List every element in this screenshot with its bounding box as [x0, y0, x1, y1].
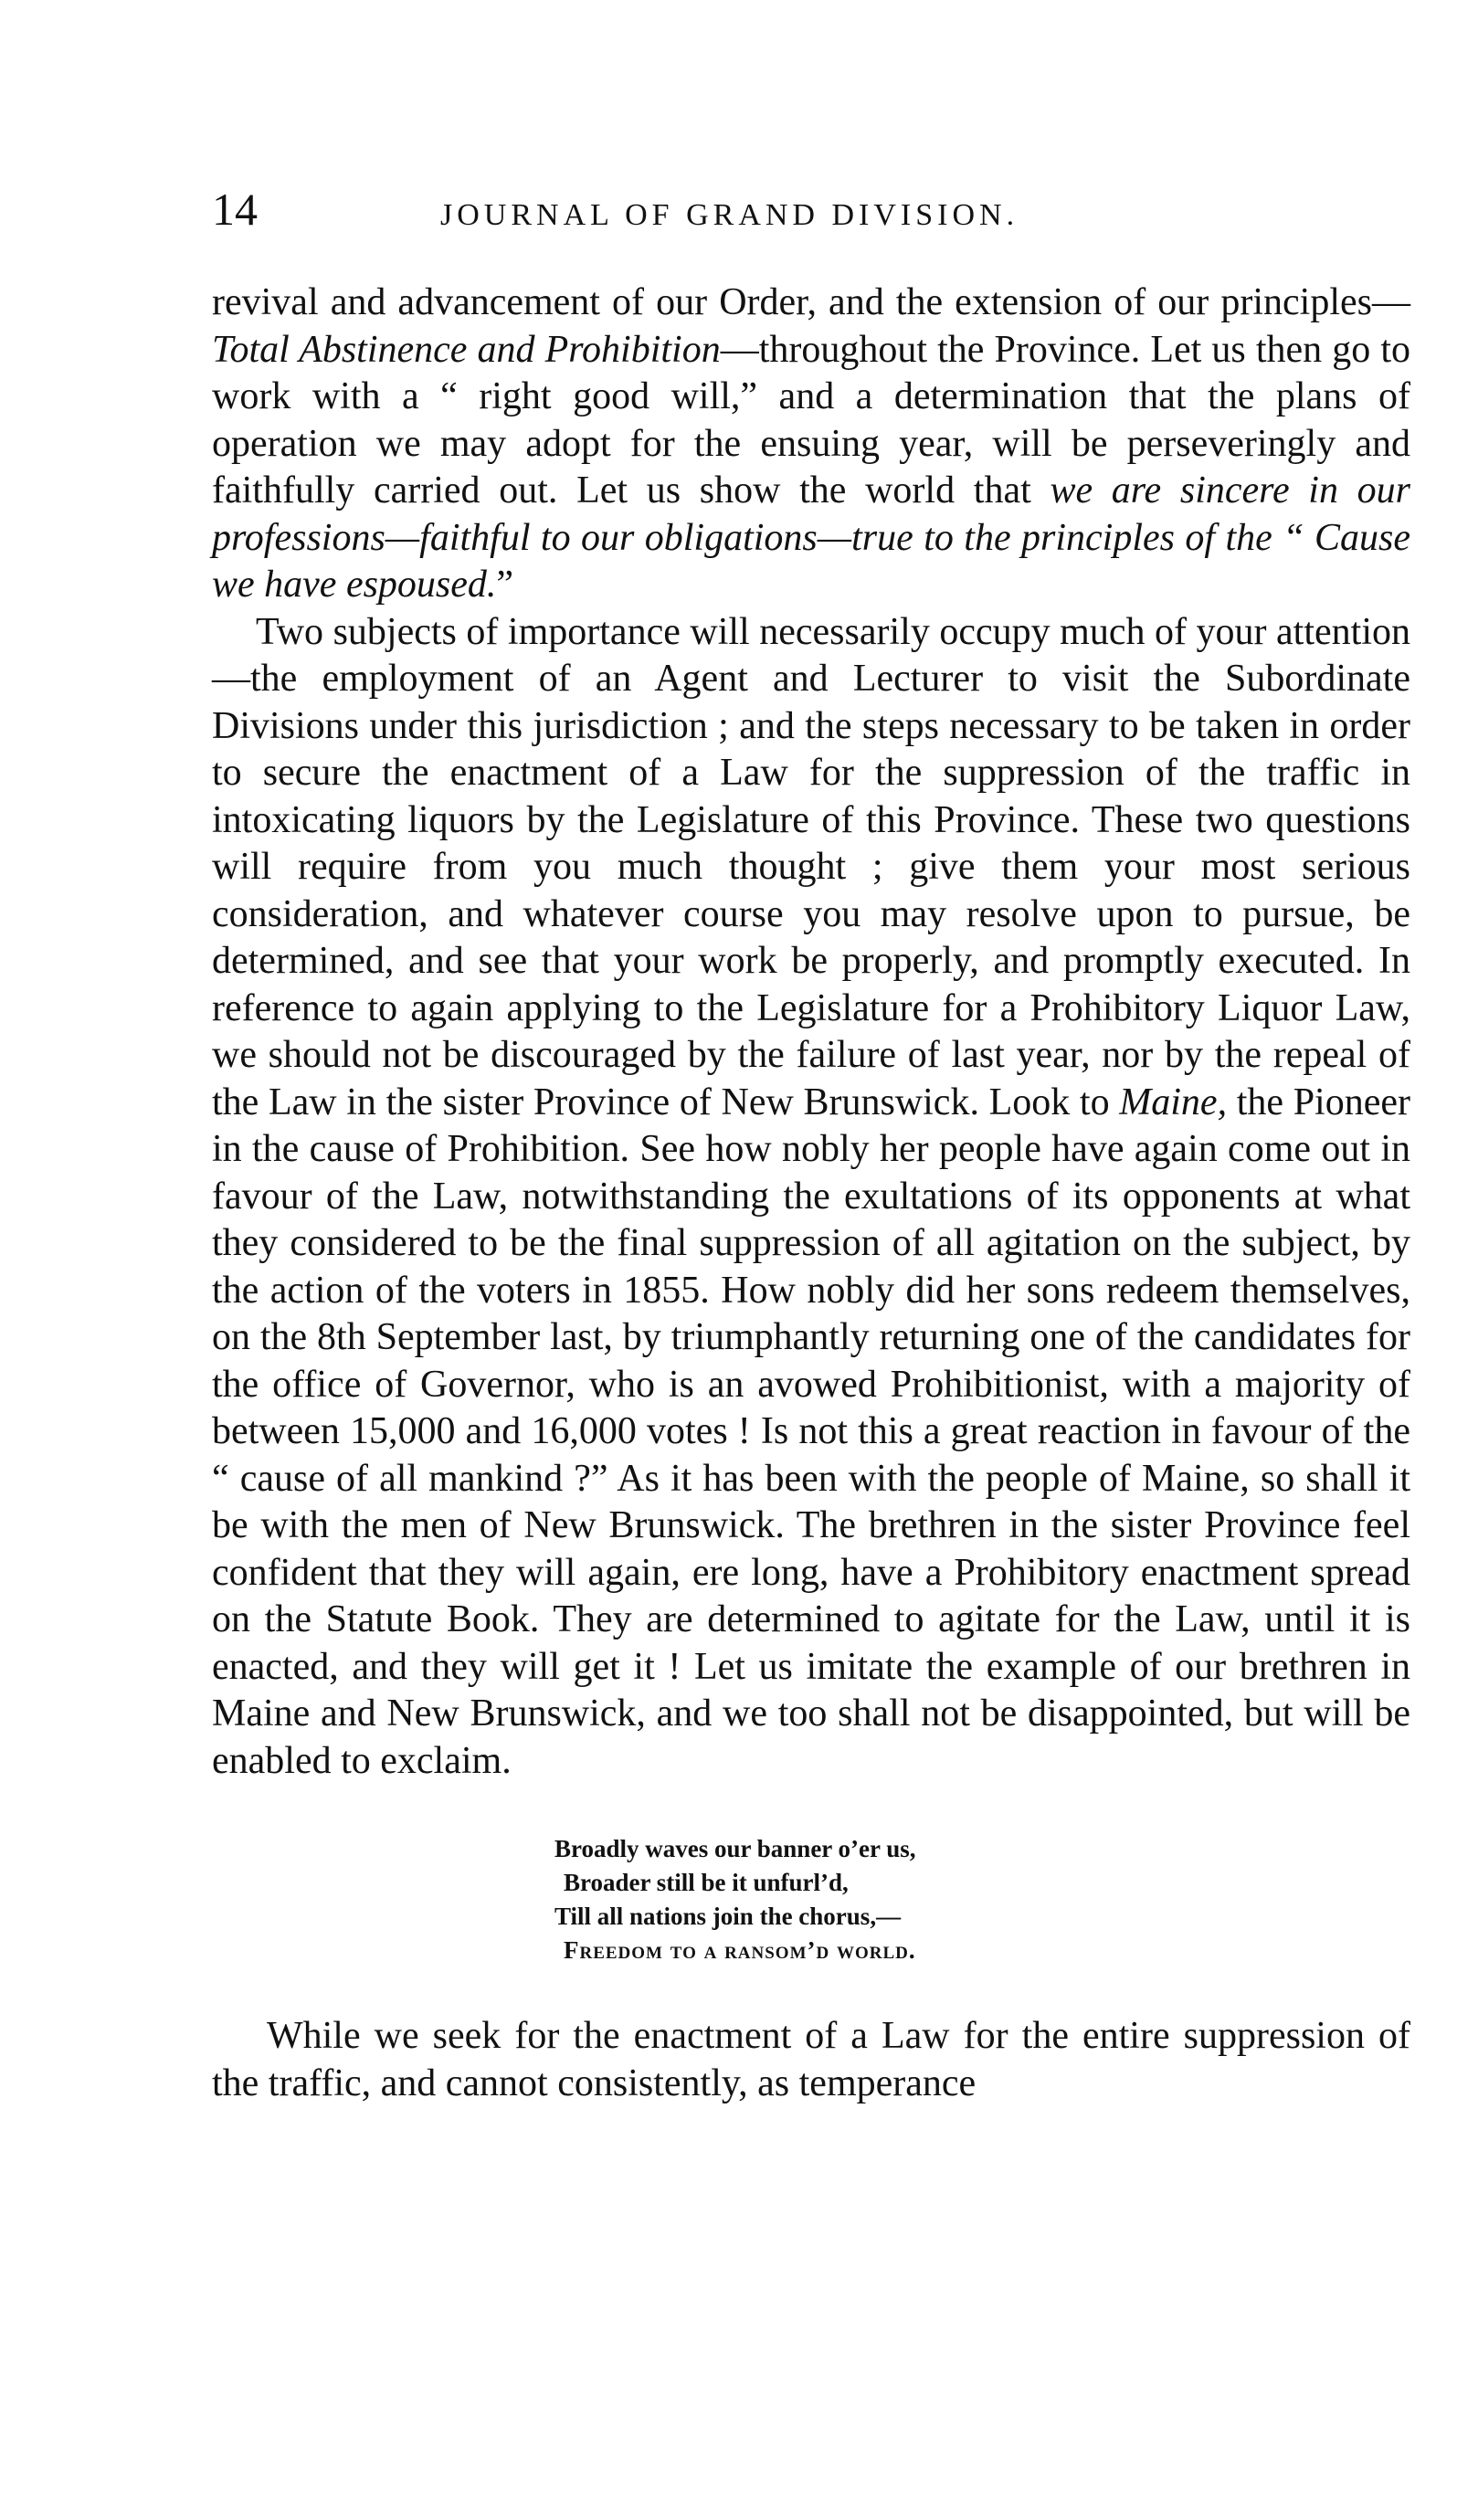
para1-italic-1: Total Abstinence and Prohibition — [212, 328, 721, 371]
verse-quote — [554, 1832, 1410, 1967]
page-number: 14 — [212, 184, 258, 235]
verse-line-1: Broadly waves our banner o’er us, — [554, 1835, 916, 1862]
para1-italic-2: we are sincere in our professions—faithful to our obligations—true to the principles of the “ Cause we have espoused. — [212, 469, 1410, 606]
para2-text-2: the Pioneer in the cause of Prohibition. See how nobly her people have again come out in favour of the Law, notwithstanding the exultations of its opponents at what they considered to be the final suppression of all agitation on the subject, by the action of the voters in 1855. How nobly did her sons redeem themselves, on the 8th September last, by triumphantly returning one of the candidates for the office of Governor, who is an avowed Prohibitionist, with a majority of between 15,000 and 16,000 votes ! Is not this a great reaction in favour of the “ cause of all mankind ?” As it has been with the people of Maine, so shall it be with the men of New Brunswick. The brethren in the sister Province feel confident that they will again, ere long, have a Prohibitory enactment spread on the Statute Book. They are determined to agitate for the Law, until it is enacted, and they will get it ! Let us imitate the example of our brethren in Maine and New Brunswick, and we too shall not be disappointed, but will be enabled to exclaim. — [212, 1081, 1410, 1782]
para1-text-2: —throughout the Province. Let us then go to work with a “ right good will,” and a determination that the plans of operation we may adopt for the ensuing year, will be perseveringly and faithfully carried out. Let us show the world that — [212, 328, 1410, 511]
paragraph-1 — [212, 279, 1410, 609]
verse-line-2: Broader still be it unfurl’d, — [564, 1869, 849, 1896]
running-title: JOURNAL OF GRAND DIVISION. — [440, 198, 1019, 232]
para1-text-1: revival and advancement of our Order, and the extension of our principles— — [212, 281, 1410, 323]
para3-text-1: While we seek for the enactment of a Law for the entire suppression of the traffic, and cannot consistently, as temperance — [212, 2015, 1410, 2104]
para1-text-3: ” — [496, 564, 514, 606]
para2-text-1: Two subjects of importance will necessarily occupy much of your attention—the employment of an Agent and Lecturer to visit the Subordinate Divisions under this jurisdiction ; and the steps necessary to be taken in order to secure the enactment of a Law for the suppression of the traffic in intoxicating liquors by the Legislature of this Province. These two questions will require from you much thought ; give them your most serious consideration, and whatever course you may resolve upon to pursue, be determined, and see that your work be properly, and promptly executed. In reference to again applying to the Legislature for a Prohibitory Liquor Law, we should not be discouraged by the failure of last year, nor by the repeal of the Law in the sister Province of New Brunswick. Look to — [212, 610, 1410, 1123]
paragraph-3 — [212, 2013, 1410, 2107]
para2-italic-1: Maine, — [1119, 1081, 1228, 1123]
verse-line-4: Freedom to a ransom’d world. — [564, 1936, 916, 1964]
paragraph-2 — [212, 609, 1410, 1786]
page-header — [212, 183, 1410, 237]
book-page — [212, 183, 1410, 2107]
verse-line-3: Till all nations join the chorus,— — [554, 1903, 902, 1930]
